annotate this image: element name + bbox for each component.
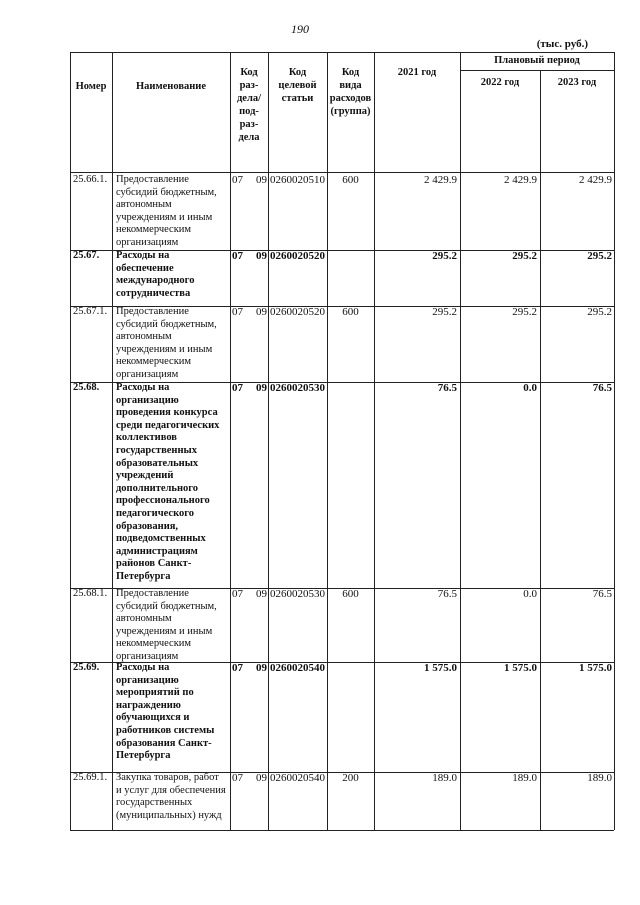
row-value-2023: 189.0 xyxy=(587,772,612,784)
row-name: Расходы на обеспечение международного сотрудничества xyxy=(116,250,195,299)
row-number: 25.67. xyxy=(73,250,100,261)
row-section-code: 07 xyxy=(232,174,243,186)
row-value-2023: 76.5 xyxy=(592,588,612,600)
row-number: 25.69. xyxy=(73,662,100,673)
row-value-2022: 0.0 xyxy=(523,382,537,394)
row-expense-type: 600 xyxy=(342,306,359,318)
header-year-2023: 2023 год xyxy=(557,77,597,88)
header-number: Номер xyxy=(75,81,107,92)
row-section-code: 07 xyxy=(232,772,243,784)
row-target-code: 0260020510 xyxy=(270,174,325,186)
header-section: Код раз- дела/ под- раз- дела xyxy=(236,67,262,143)
header-year-2021: 2021 год xyxy=(397,67,437,78)
row-expense-type: 600 xyxy=(342,174,359,186)
row-number: 25.68.1. xyxy=(73,588,108,599)
row-value-2023: 1 575.0 xyxy=(579,662,612,674)
column-divider xyxy=(327,52,328,830)
row-name: Расходы на организацию проведения конкурса среди педагогических коллективов государственных образовательных учреждений дополнительного профессионального педагогического образования, подведомственных администрациям районов Санкт- Петербурга xyxy=(116,382,220,582)
row-name: Предоставление субсидий бюджетным, автономным учреждениям и иным некоммерческим организациям xyxy=(116,588,217,662)
row-target-code: 0260020530 xyxy=(270,588,325,600)
row-value-2023: 295.2 xyxy=(587,250,612,262)
column-divider xyxy=(614,52,615,830)
row-value-2021: 2 429.9 xyxy=(424,174,457,186)
row-bottom-line xyxy=(70,830,614,831)
column-divider xyxy=(70,52,71,830)
row-section-code: 07 xyxy=(232,662,243,674)
row-number: 25.68. xyxy=(73,382,100,393)
row-name: Предоставление субсидий бюджетным, автономным учреждениям и иным некоммерческим организациям xyxy=(116,174,217,248)
row-value-2021: 76.5 xyxy=(437,588,457,600)
row-value-2021: 295.2 xyxy=(432,306,457,318)
row-name: Предоставление субсидий бюджетным, автономным учреждениям и иным некоммерческим организациям xyxy=(116,306,217,380)
header-target: Код целевой статьи xyxy=(278,67,317,104)
row-subsection-code: 09 xyxy=(256,588,267,600)
header-name: Наименование xyxy=(136,81,206,92)
header-expense-type: Код вида расходов (группа) xyxy=(329,67,372,117)
row-name: Расходы на организацию мероприятий по награждению обучающихся и работников системы образования Санкт- Петербурга xyxy=(116,662,215,762)
row-target-code: 0260020520 xyxy=(270,250,325,262)
row-section-code: 07 xyxy=(232,306,243,318)
header-bottom-line xyxy=(70,172,614,173)
column-divider xyxy=(112,52,113,830)
row-section-code: 07 xyxy=(232,382,243,394)
row-value-2022: 1 575.0 xyxy=(504,662,537,674)
row-expense-type: 600 xyxy=(342,588,359,600)
page-number: 190 xyxy=(291,22,309,36)
row-value-2021: 295.2 xyxy=(432,250,457,262)
row-value-2023: 295.2 xyxy=(587,306,612,318)
column-divider xyxy=(374,52,375,830)
row-value-2022: 2 429.9 xyxy=(504,174,537,186)
row-subsection-code: 09 xyxy=(256,382,267,394)
row-subsection-code: 09 xyxy=(256,662,267,674)
row-section-code: 07 xyxy=(232,250,243,262)
row-subsection-code: 09 xyxy=(256,306,267,318)
row-subsection-code: 09 xyxy=(256,250,267,262)
row-target-code: 0260020520 xyxy=(270,306,325,318)
row-value-2021: 189.0 xyxy=(432,772,457,784)
row-subsection-code: 09 xyxy=(256,174,267,186)
row-value-2022: 0.0 xyxy=(523,588,537,600)
row-section-code: 07 xyxy=(232,588,243,600)
row-value-2021: 1 575.0 xyxy=(424,662,457,674)
row-number: 25.67.1. xyxy=(73,306,108,317)
planned-divider-line xyxy=(460,70,614,71)
row-number: 25.66.1. xyxy=(73,174,108,185)
units-label: (тыс. руб.) xyxy=(536,38,588,50)
header-top-line xyxy=(70,52,614,53)
row-value-2022: 189.0 xyxy=(512,772,537,784)
row-subsection-code: 09 xyxy=(256,772,267,784)
row-value-2022: 295.2 xyxy=(512,250,537,262)
row-expense-type: 200 xyxy=(342,772,359,784)
header-planned-period: Плановый период xyxy=(494,55,580,66)
row-target-code: 0260020540 xyxy=(270,772,325,784)
column-divider xyxy=(268,52,269,830)
row-target-code: 0260020540 xyxy=(270,662,325,674)
header-year-2022: 2022 год xyxy=(480,77,520,88)
row-value-2021: 76.5 xyxy=(437,382,457,394)
row-target-code: 0260020530 xyxy=(270,382,325,394)
row-number: 25.69.1. xyxy=(73,772,108,783)
row-value-2022: 295.2 xyxy=(512,306,537,318)
column-divider xyxy=(460,52,461,830)
column-divider xyxy=(230,52,231,830)
row-value-2023: 76.5 xyxy=(592,382,612,394)
row-name: Закупка товаров, работ и услуг для обеспечения государственных (муниципальных) нужд xyxy=(116,772,226,821)
row-value-2023: 2 429.9 xyxy=(579,174,612,186)
